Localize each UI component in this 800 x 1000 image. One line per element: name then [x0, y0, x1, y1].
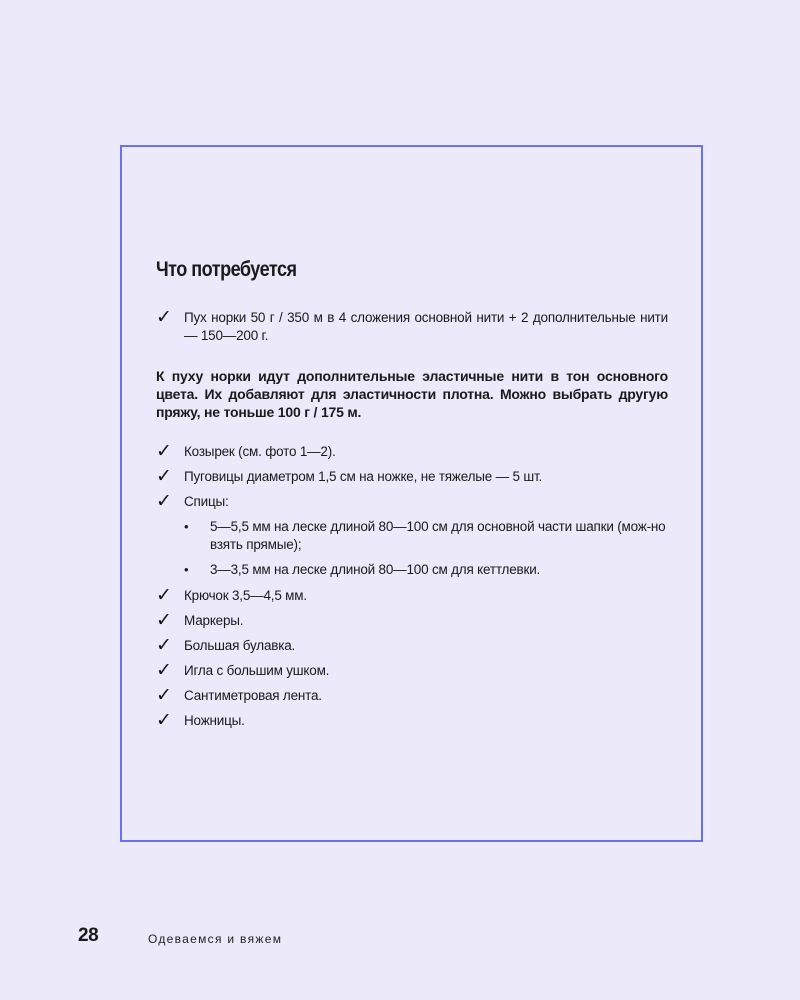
checkmark-icon: ✓: [156, 465, 172, 487]
sub-list-item-text: 3—3,5 мм на леске длиной 80—100 см для кеттлевки.: [210, 562, 541, 577]
note-paragraph: К пуху норки идут дополнительные эластичные нити в тон основного цвета. Их добавляют для эластичности плотна. Можно выбрать другую пряжу, не тоньше 100 г / 175 м.: [156, 368, 668, 420]
list-item-text: Спицы:: [184, 494, 229, 509]
list-item: [156, 609, 668, 631]
checkmark-icon: ✓: [156, 659, 172, 681]
running-title: Одеваемся и вяжем: [148, 932, 283, 946]
list-item-text: Крючок 3,5—4,5 мм.: [184, 588, 307, 603]
checkmark-icon: ✓: [156, 306, 172, 328]
list-item: [156, 709, 668, 731]
list-item: [156, 684, 668, 706]
checkmark-icon: ✓: [156, 584, 172, 606]
list-item: [156, 440, 668, 462]
checkmark-icon: ✓: [156, 709, 172, 731]
list-item-text: Маркеры.: [184, 613, 244, 628]
sub-list-item-text: 5—5,5 мм на леске длиной 80—100 см для основной части шапки (мож-но взять прямые);: [210, 519, 666, 552]
sub-list-item: [184, 561, 668, 579]
bullet-icon: •: [184, 519, 189, 534]
checkmark-icon: ✓: [156, 490, 172, 512]
list-item-text: Ножницы.: [184, 713, 245, 728]
checkmark-icon: ✓: [156, 440, 172, 462]
list-item-text: Пух норки 50 г / 350 м в 4 сложения основной нити + 2 дополнительные нити — 150—200 г.: [184, 310, 668, 343]
checkmark-icon: ✓: [156, 634, 172, 656]
list-item-text: Игла с большим ушком.: [184, 663, 330, 678]
section-title: Что потребуется: [156, 258, 297, 281]
list-item-text: Пуговицы диаметром 1,5 см на ножке, не тяжелые — 5 шт.: [184, 469, 543, 484]
checkmark-icon: ✓: [156, 684, 172, 706]
list-item: [156, 634, 668, 656]
list-item: [156, 306, 668, 345]
list-item: [156, 465, 668, 487]
list-item: [156, 659, 668, 681]
sub-list-item: [184, 518, 668, 554]
bullet-icon: •: [184, 562, 189, 577]
list-item-text: Козырек (см. фото 1—2).: [184, 444, 336, 459]
checkmark-icon: ✓: [156, 609, 172, 631]
list-item: [156, 584, 668, 606]
list-item-text: Сантиметровая лента.: [184, 688, 322, 703]
page-number: 28: [78, 925, 99, 946]
list-item: [156, 490, 668, 512]
list-item-text: Большая булавка.: [184, 638, 296, 653]
